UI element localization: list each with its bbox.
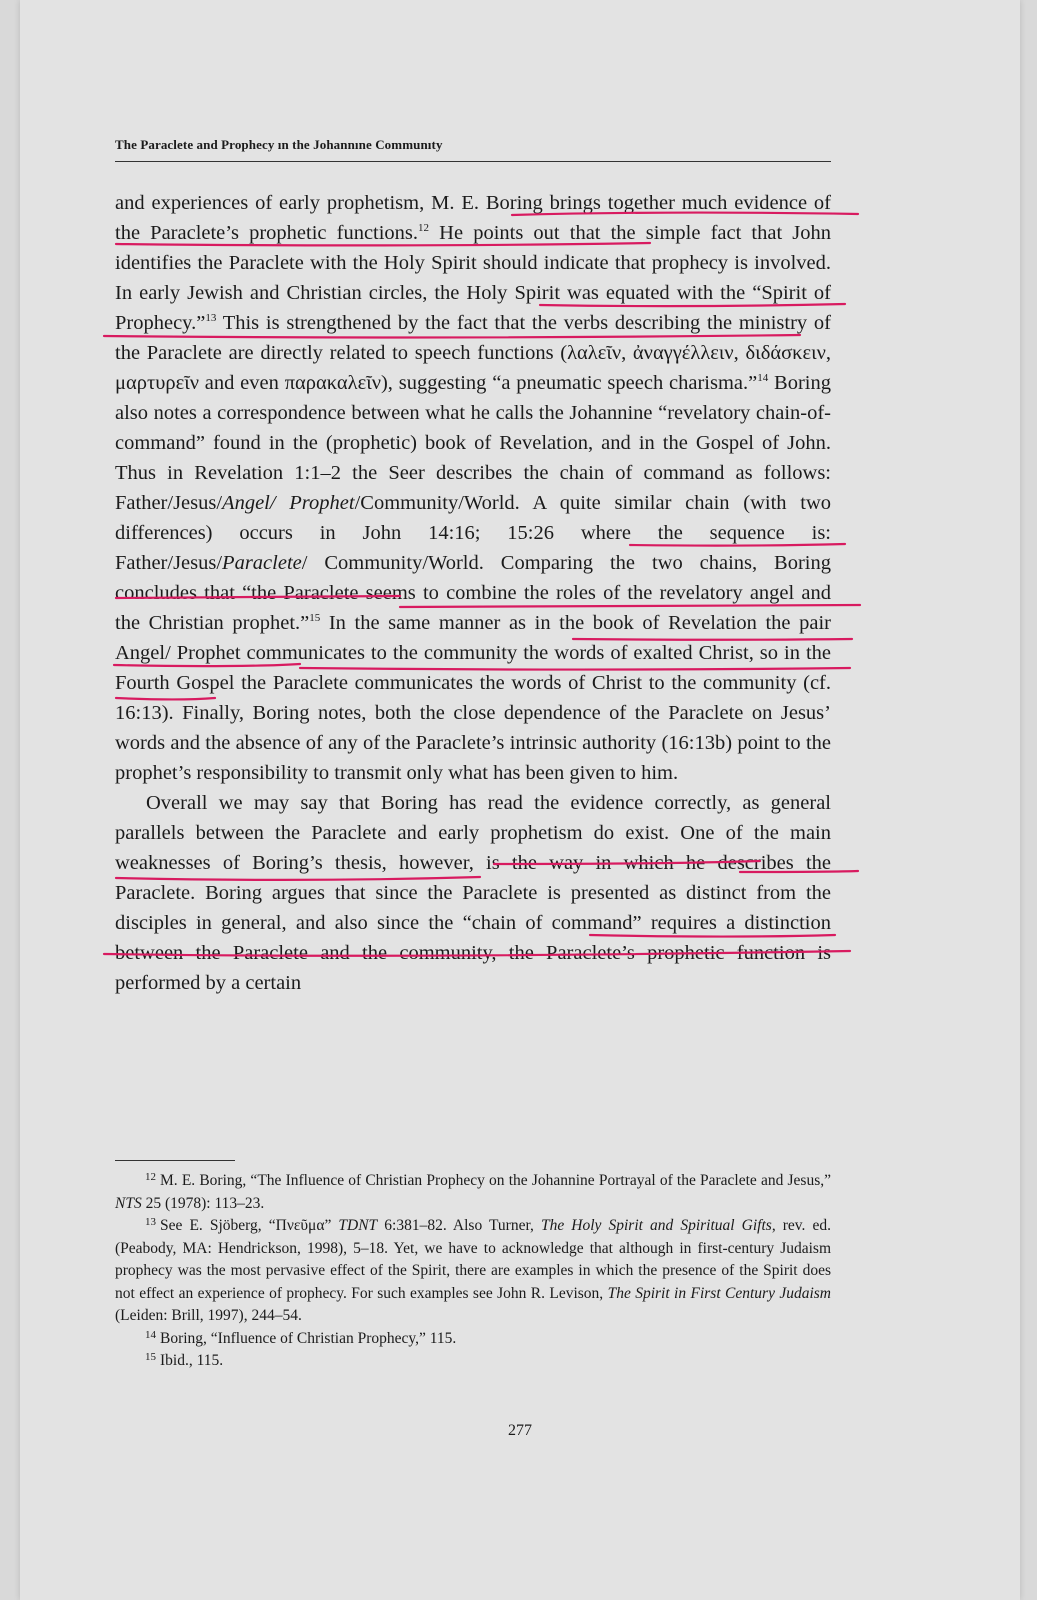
footnote-12 <box>115 1170 831 1215</box>
footnote-ref-14[interactable]: 14 <box>757 372 769 384</box>
footnote-13 <box>115 1215 831 1328</box>
footnote-text: Boring, “Influence of Christian Prophecy,” 115. <box>160 1329 457 1347</box>
footnote-15 <box>115 1350 831 1373</box>
paragraph-1-part-2: He points out that the simple fact that John identifies the Paraclete with the Holy Spirit should indicate that prophecy is involved. In early Jewish and Christian circles, the Holy Spirit was equated with the “Spirit of Prophecy.” <box>115 222 832 334</box>
footnote-number: 13 <box>145 1216 156 1228</box>
header-rule <box>115 161 831 162</box>
footnote-text: Ibid., 115. <box>160 1352 224 1369</box>
paragraph-1-part-1: and experiences of early prophetism, M. E. Boring brings together much evidence of the Paraclete’s prophetic functions. <box>115 192 831 244</box>
paragraph-1-italic-angel-prophet: Angel/ Prophet <box>222 492 355 514</box>
footnote-text: M. E. Boring, “The Influence of Christian Prophecy on the Johannine Portrayal of the Paraclete and Jesus,” <box>160 1172 831 1189</box>
page-number: 277 <box>508 1422 532 1439</box>
footnote-text: , rev. ed. (Peabody, MA: Hendrickson, 1998), 5–18. Yet, we have to acknowledge that although in first-century Judaism prophecy was the most pervasive effect of the Spirit, there are examples in which the presence of the Spirit does not effect an experience of prophecy. For such examples see John R. Levison, <box>115 1217 831 1302</box>
footnote-text: See E. Sjöberg, “Πνεῦμα” <box>160 1217 339 1234</box>
footnote-ref-15[interactable]: 15 <box>309 612 321 624</box>
footnote-text: 25 (1978): 113–23. <box>141 1194 265 1212</box>
footnote-ref-13[interactable]: 13 <box>205 312 217 324</box>
footnote-14 <box>115 1328 831 1351</box>
book-page <box>20 0 1020 1600</box>
footnote-ref-12[interactable]: 12 <box>418 222 430 234</box>
paragraph-2: Overall we may say that Boring has read the evidence correctly, as general parallels between the Paraclete and early prophetism do exist. One of the main weaknesses of Boring’s thesis, however, is the way in which he describes the Paraclete. Boring argues that since the Paraclete is presented as distinct from the disciples in general, and also since the “chain of command” requires a distinction between the Paraclete and the community, the Paraclete’s prophetic function is performed by a certain <box>115 792 831 994</box>
paragraph-1 <box>115 188 831 788</box>
footnote-italic: NTS <box>115 1194 142 1212</box>
paragraph-1-part-3: This is strengthened by the fact that the verbs describing the ministry of the Paraclete are directly related to speech functions (λαλεῖν, ἀναγγέλλειν, διδάσκειν, μαρτυρεῖν and even παρακαλεῖν), suggesting “a pneumatic speech charisma.” <box>115 312 831 394</box>
footnote-rule <box>115 1160 235 1161</box>
paragraph-1-part-6: / Community/World. Comparing the two chains, Boring concludes that “the Paraclete seems to combine the roles of the revelatory angel and the Christian prophet.” <box>115 552 831 634</box>
running-head: The Paraclete and Prophecy ın the Johannıne Communıty <box>115 137 443 152</box>
paragraph-1-part-4: Boring also notes a correspondence between what he calls the Johannine “revelatory chain-of-command” found in the (prophetic) book of Revelation, and in the Gospel of John. Thus in Revelation 1:1–2 the Seer describes the chain of command as follows: Father/Jesus/ <box>115 372 831 514</box>
footnote-italic: The Holy Spirit and Spiritual Gifts <box>540 1217 772 1234</box>
footnote-number: 14 <box>145 1328 156 1341</box>
body-text <box>115 188 831 998</box>
footnotes <box>115 1170 831 1373</box>
footnote-italic: The Spirit in First Century Judaism <box>607 1284 832 1302</box>
paragraph-1-part-7: In the same manner as in the book of Revelation the pair Angel/ Prophet communicates to the community the words of exalted Christ, so in the Fourth Gospel the Paraclete communicates the words of Christ to the community (cf. 16:13). Finally, Boring notes, both the close dependence of the Paraclete on Jesus’ words and the absence of any of the Paraclete’s intrinsic authority (16:13b) point to the prophet’s responsibility to transmit only what has been given to him. <box>115 612 831 784</box>
paragraph-1-italic-paraclete: Paraclete <box>222 552 302 574</box>
footnote-number: 15 <box>145 1351 156 1363</box>
footnote-number: 12 <box>145 1171 156 1183</box>
footnote-italic: TDNT <box>338 1217 378 1234</box>
paragraph-1-part-5: /Community/World. A quite similar chain (with two differences) occurs in John 14:16; 15:26 where the sequence is: Father/Jesus/ <box>115 492 832 574</box>
footnote-text: 6:381–82. Also Turner, <box>377 1217 541 1234</box>
footnote-text: (Leiden: Brill, 1997), 244–54. <box>115 1307 302 1324</box>
